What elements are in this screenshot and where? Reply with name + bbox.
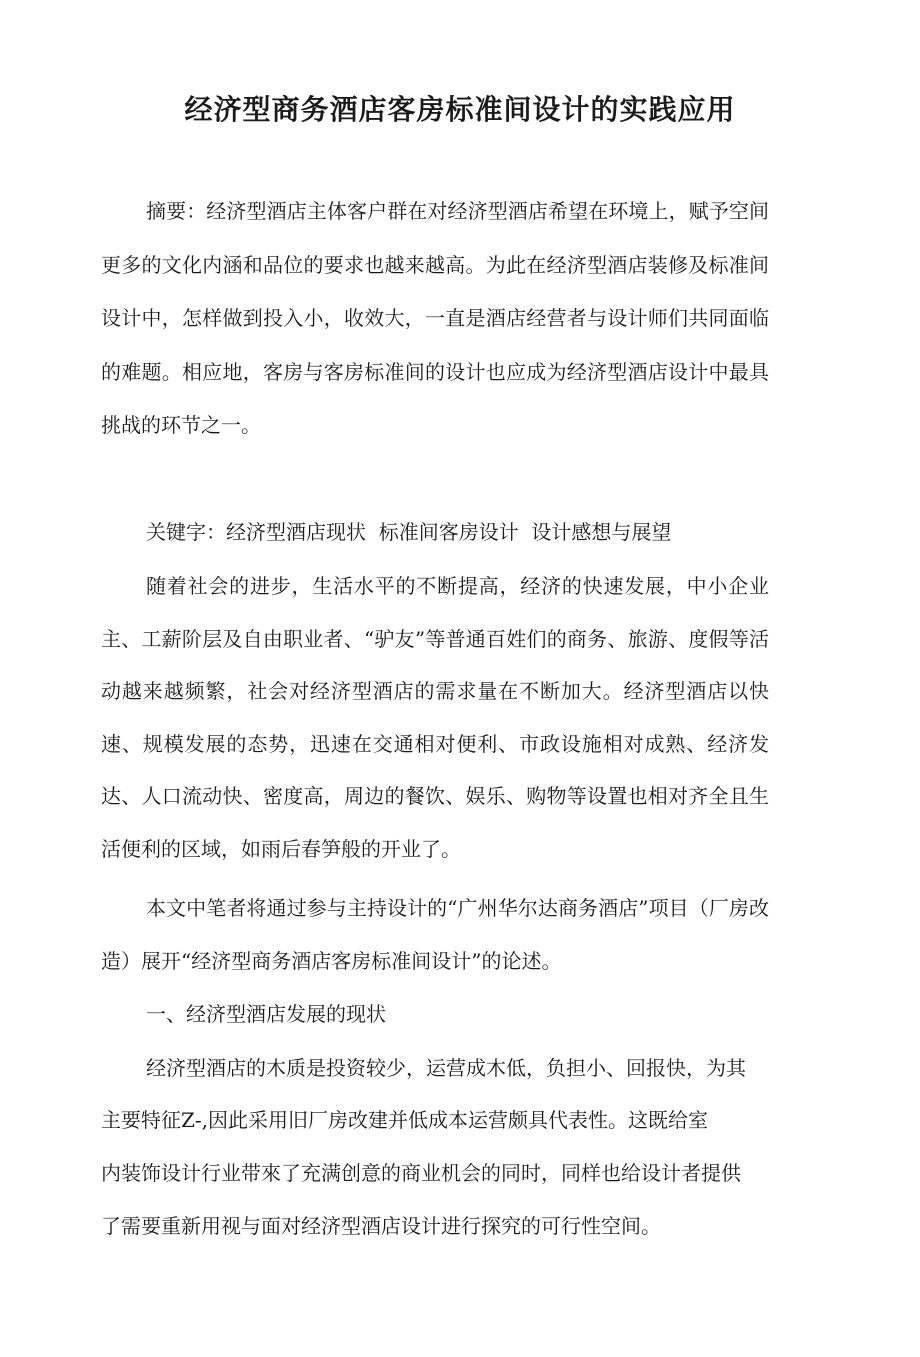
body-paragraph-1: 随着社会的进步，生活水平的不断提高，经济的快速发展，中小企业主、工薪阶层及自由职业者、“驴友”等普通百姓们的商务、旅游、度假等活动越来越频繁，社会对经济型酒店的需求量在不断加大。经济型酒店以快速、规模发展的态势，迅速在交通相对便利、市政设施相对成熟、经济发达、人口流动快、密度高，周边的餐饮、娱乐、购物等设置也相对齐全且生活便利的区域，如雨后春笋般的开业了。 bbox=[101, 574, 769, 861]
body-paragraph-2: 本文中笔者将通过参与主持设计的“广州华尔达商务酒店”项目（厂房改造）展开“经济型商务酒店客房标准间设计”的论述。 bbox=[101, 896, 769, 973]
document-title: 经济型商务酒店客房标准间设计的实践应用 bbox=[184, 93, 736, 126]
abstract-paragraph: 摘要：经济型酒店主体客户群在对经济型酒店希望在环境上，赋予空间更多的文化内涵和品位的要求也越来越高。为此在经济型酒店装修及标准间设计中，怎样做到投入小，收效大，一直是酒店经营者与设计师们共同面临的难题。相应地，客房与客房标准间的设计也应成为经济型酒店设计中最具挑战的环节之一。 bbox=[101, 199, 769, 437]
section-heading-1: 一、经济型酒店发展的现状 bbox=[146, 1002, 386, 1026]
body-paragraph-3-line-1: 经济型酒店的木质是投资较少，运营成木低，负担小、回报快，为其 bbox=[146, 1056, 746, 1080]
body-paragraph-3-line-2: 主要特征Z-,因此采用旧厂房改建并低成本运营颇具代表性。这既给室 bbox=[101, 1108, 709, 1132]
keywords-line: 关键字：经济型酒店现状 标准间客房设计 设计感想与展望 bbox=[146, 520, 672, 544]
body-paragraph-3-line-4: 了需要重新用视与面对经济型酒店设计进行探究的可行性空间。 bbox=[101, 1214, 661, 1238]
body-paragraph-3-line-3: 内装饰设计行业带來了充满创意的商业机会的同时，同样也给设计者提供 bbox=[101, 1161, 741, 1185]
